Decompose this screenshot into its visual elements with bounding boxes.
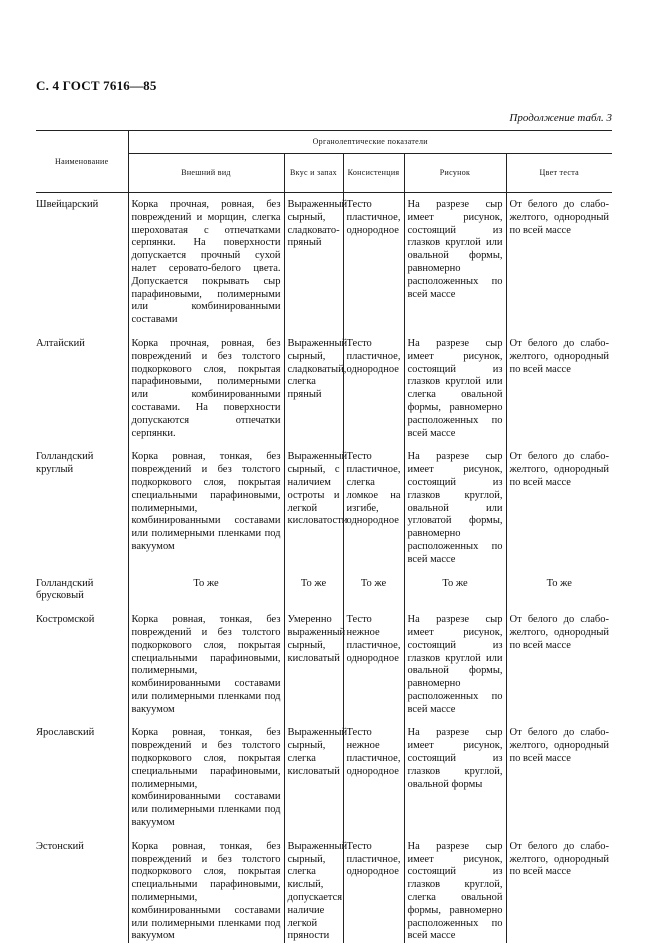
cell-color: От белого до слабо-желтого, однородный по всей массе bbox=[506, 721, 612, 834]
cell-appearance: Корка прочная, ровная, без повреждений и морщин, слегка шероховатая с отпечатками серпянки. На поверхности допускается прочный сухой налет серовато-белого цвета. Допускается покрывать сыр парафиновыми, полимерными или комбинированными составами bbox=[128, 193, 284, 332]
cell-taste: Умеренно выраженный сырный, кисловатый bbox=[284, 608, 343, 721]
organoleptic-table bbox=[36, 130, 612, 943]
table-row bbox=[36, 332, 612, 445]
cell-appearance: Корка прочная, ровная, без повреждений и без толстого подкоркового слоя, покрытая парафиновыми, полимерными или комбинированными составами. На поверхности допускаются отпечатки серпянки. bbox=[128, 332, 284, 445]
cell-taste: Выраженный сырный, сладковатый, слегка пряный bbox=[284, 332, 343, 445]
cell-taste: Выраженный сырный, с наличием остроты и легкой кисловатости bbox=[284, 445, 343, 571]
cell-pattern: На разрезе сыр имеет рисунок, состоящий из глазков круглой или овальной формы, равномерно расположенных по всей массе bbox=[404, 608, 506, 721]
column-header-appearance: Внешний вид bbox=[128, 154, 284, 193]
cell-name: Голландский круглый bbox=[36, 445, 128, 571]
column-header-taste: Вкус и запах bbox=[284, 154, 343, 193]
cell-consistency: Тесто нежное пластичное, однородное bbox=[343, 721, 404, 834]
cell-pattern: На разрезе сыр имеет рисунок, состоящий из глазков круглой, слегка овальной формы, равномерно расположенных по всей массе bbox=[404, 835, 506, 943]
table-row bbox=[36, 721, 612, 834]
cell-consistency: Тесто пластичное, однородное bbox=[343, 332, 404, 445]
table-row bbox=[36, 572, 612, 609]
cell-appearance: То же bbox=[128, 572, 284, 609]
column-header-name: Наименование bbox=[36, 131, 128, 193]
cell-appearance: Корка ровная, тонкая, без повреждений и без толстого подкоркового слоя, покрытая специальными парафиновыми, полимерными, комбинированными составами или полимерными пленками под вакуумом bbox=[128, 445, 284, 571]
cell-consistency: Тесто нежное пластичное, однородное bbox=[343, 608, 404, 721]
table-body bbox=[36, 193, 612, 943]
cell-pattern: На разрезе сыр имеет рисунок, состоящий из глазков круглой, овальной формы bbox=[404, 721, 506, 834]
cell-color: От белого до слабо-желтого, однородный по всей массе bbox=[506, 332, 612, 445]
cell-pattern: На разрезе сыр имеет рисунок, состоящий из глазков круглой, овальной или угловатой формы, равномерно расположенных по всей массе bbox=[404, 445, 506, 571]
cell-name: Костромской bbox=[36, 608, 128, 721]
cell-color: От белого до слабо-желтого, однородный по всей массе bbox=[506, 193, 612, 332]
table-row bbox=[36, 835, 612, 943]
cell-color: От белого до слабо-желтого, однородный по всей массе bbox=[506, 608, 612, 721]
cell-taste: Выраженный сырный, слегка кислый, допускается наличие легкой пряности bbox=[284, 835, 343, 943]
table-row bbox=[36, 445, 612, 571]
column-header-pattern: Рисунок bbox=[404, 154, 506, 193]
cell-color: То же bbox=[506, 572, 612, 609]
column-group-organoleptic: Органолептические показатели bbox=[128, 131, 612, 154]
cell-taste: Выраженный сырный, сладковато-пряный bbox=[284, 193, 343, 332]
cell-taste: То же bbox=[284, 572, 343, 609]
cell-name: Швейцарский bbox=[36, 193, 128, 332]
cell-consistency: Тесто пластичное, однородное bbox=[343, 193, 404, 332]
cell-appearance: Корка ровная, тонкая, без повреждений и без толстого подкоркового слоя, покрытая специальными парафиновыми, полимерными, комбинированными составами или полимерными пленками под вакуумом bbox=[128, 721, 284, 834]
table-row bbox=[36, 608, 612, 721]
cell-name: Эстонский bbox=[36, 835, 128, 943]
cell-appearance: Корка ровная, тонкая, без повреждений и без толстого подкоркового слоя, покрытая специальными парафиновыми, полимерными, комбинированными составами или полимерными пленками под вакуумом bbox=[128, 608, 284, 721]
cell-consistency: Тесто пластичное, однородное bbox=[343, 835, 404, 943]
cell-name: Ярославский bbox=[36, 721, 128, 834]
cell-name: Голландский брусковый bbox=[36, 572, 128, 609]
cell-name: Алтайский bbox=[36, 332, 128, 445]
cell-taste: Выраженный сырный, слегка кисловатый bbox=[284, 721, 343, 834]
cell-pattern: То же bbox=[404, 572, 506, 609]
cell-pattern: На разрезе сыр имеет рисунок, состоящий из глазков круглой или овальной формы, равномерно расположенных по всей массе bbox=[404, 193, 506, 332]
page-title: С. 4 ГОСТ 7616—85 bbox=[36, 78, 157, 94]
cell-consistency: То же bbox=[343, 572, 404, 609]
column-header-consistency: Консистенция bbox=[343, 154, 404, 193]
cell-color: От белого до слабо-желтого, однородный по всей массе bbox=[506, 445, 612, 571]
cell-appearance: Корка ровная, тонкая, без повреждений и без толстого подкоркового слоя, покрытая специальными парафиновыми, полимерными, комбинированными составами или полимерными пленками под вакуумом bbox=[128, 835, 284, 943]
cell-consistency: Тесто пластичное, слегка ломкое на изгибе, однородное bbox=[343, 445, 404, 571]
cell-pattern: На разрезе сыр имеет рисунок, состоящий из глазков круглой или слегка овальной формы, равномерно расположенных по всей массе bbox=[404, 332, 506, 445]
column-header-color: Цвет теста bbox=[506, 154, 612, 193]
cell-color: От белого до слабо-желтого, однородный по всей массе bbox=[506, 835, 612, 943]
table-row bbox=[36, 193, 612, 332]
table-continuation-note: Продолжение табл. 3 bbox=[509, 112, 612, 124]
